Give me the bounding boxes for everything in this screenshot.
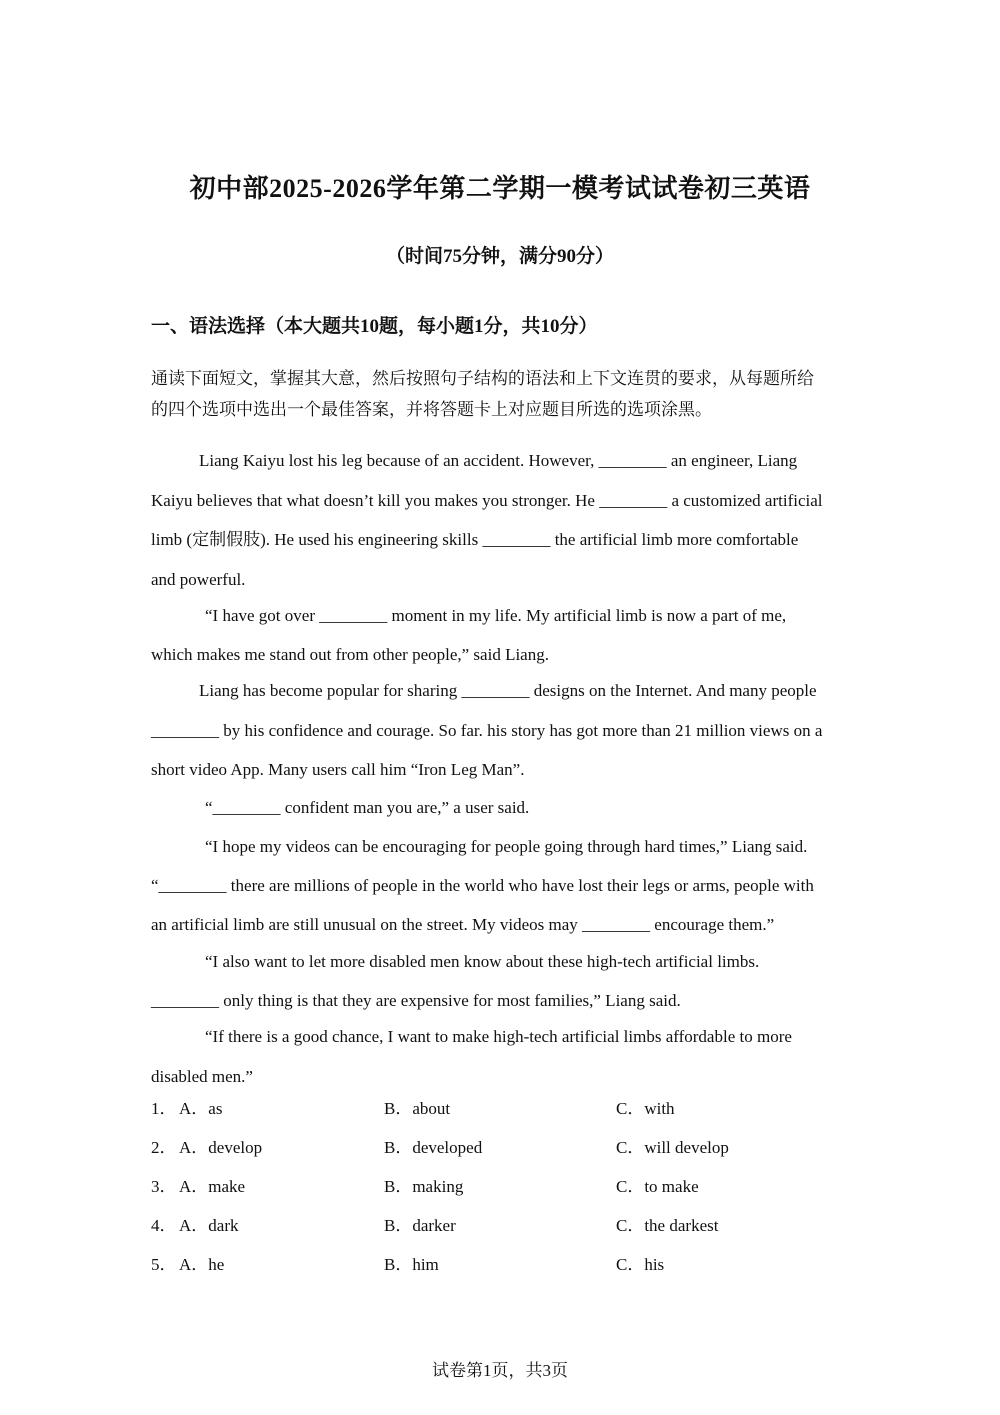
option-b[interactable]: B．making	[384, 1177, 464, 1196]
option-a[interactable]: A．dark	[179, 1216, 239, 1235]
passage-paragraph	[151, 671, 851, 790]
page-footer: 试卷第1页，共3页	[432, 1361, 568, 1380]
question-row	[151, 1250, 851, 1274]
passage-line: Liang Kaiyu lost his leg because of an accident. However, ________ an engineer, Liang	[199, 451, 798, 470]
passage-line: “________ confident man you are,” a user said.	[205, 798, 530, 817]
option-c[interactable]: C．his	[616, 1255, 665, 1274]
option-a[interactable]: A．develop	[179, 1138, 263, 1157]
question-row	[151, 1133, 851, 1157]
passage-paragraph	[151, 942, 851, 1020]
option-a[interactable]: A．he	[179, 1255, 225, 1274]
exam-title: 初中部2025-2026学年第二学期一模考试试卷初三英语	[189, 174, 811, 203]
question-row	[151, 1094, 851, 1118]
passage-line: “I have got over ________ moment in my life. My artificial limb is now a part of me,	[205, 606, 787, 625]
exam-subtitle: （时间75分钟，满分90分）	[385, 246, 614, 267]
option-c[interactable]: C．to make	[616, 1177, 699, 1196]
passage-line: “I also want to let more disabled men know about these high-tech artificial limbs.	[205, 952, 760, 971]
question-row	[151, 1172, 851, 1196]
passage-line: ________ by his confidence and courage. So far. his story has got more than 21 million views on a	[151, 720, 823, 740]
passage-paragraph	[151, 1017, 851, 1097]
option-c[interactable]: C．with	[616, 1099, 675, 1118]
passage-line: Kaiyu believes that what doesn’t kill you makes you stronger. He ________ a customized artificial	[151, 490, 823, 510]
passage-line: ________ only thing is that they are expensive for most families,” Liang said.	[151, 991, 681, 1010]
question-number: 2．	[151, 1138, 177, 1157]
section-heading: 一、语法选择（本大题共10题，每小题1分，共10分）	[151, 316, 598, 337]
option-c[interactable]: C．the darkest	[616, 1216, 719, 1235]
question-number: 3．	[151, 1177, 177, 1196]
option-a[interactable]: A．make	[179, 1177, 246, 1196]
question-row	[151, 1211, 851, 1235]
question-number: 1．	[151, 1099, 177, 1118]
passage-line: an artificial limb are still unusual on the street. My videos may ________ encourage them.”	[151, 915, 775, 934]
option-c[interactable]: C．will develop	[616, 1138, 729, 1157]
instruction-line: 的四个选项中选出一个最佳答案，并将答题卡上对应题目所选的选项涂黑。	[151, 400, 712, 419]
passage-paragraph	[151, 788, 851, 827]
passage-line: Liang has become popular for sharing ________ designs on the Internet. And many people	[199, 681, 817, 700]
section-instructions	[151, 363, 851, 425]
passage-line: “I hope my videos can be encouraging for people going through hard times,” Liang said.	[205, 837, 808, 856]
option-b[interactable]: B．about	[384, 1099, 451, 1118]
passage-line: which makes me stand out from other people,” said Liang.	[151, 645, 549, 664]
passage-line: short video App. Many users call him “Iron Leg Man”.	[151, 760, 525, 779]
option-b[interactable]: B．developed	[384, 1138, 483, 1157]
question-number: 5．	[151, 1255, 177, 1274]
passage-paragraph	[151, 596, 851, 674]
option-b[interactable]: B．darker	[384, 1216, 456, 1235]
question-number: 4．	[151, 1216, 177, 1235]
passage-line: “________ there are millions of people in the world who have lost their legs or arms, people with	[151, 876, 814, 895]
passage-line: disabled men.”	[151, 1067, 253, 1086]
passage-line: and powerful.	[151, 569, 246, 589]
instruction-line: 通读下面短文，掌握其大意，然后按照句子结构的语法和上下文连贯的要求，从每题所给	[151, 369, 814, 388]
passage-line: limb (定制假肢). He used his engineering skills ________ the artificial limb more comfortable	[151, 530, 799, 549]
passage-paragraph	[151, 827, 851, 944]
option-b[interactable]: B．him	[384, 1255, 439, 1274]
passage-paragraph	[151, 441, 851, 599]
option-a[interactable]: A．as	[179, 1099, 223, 1118]
passage-line: “If there is a good chance, I want to make high-tech artificial limbs affordable to more	[205, 1027, 792, 1046]
